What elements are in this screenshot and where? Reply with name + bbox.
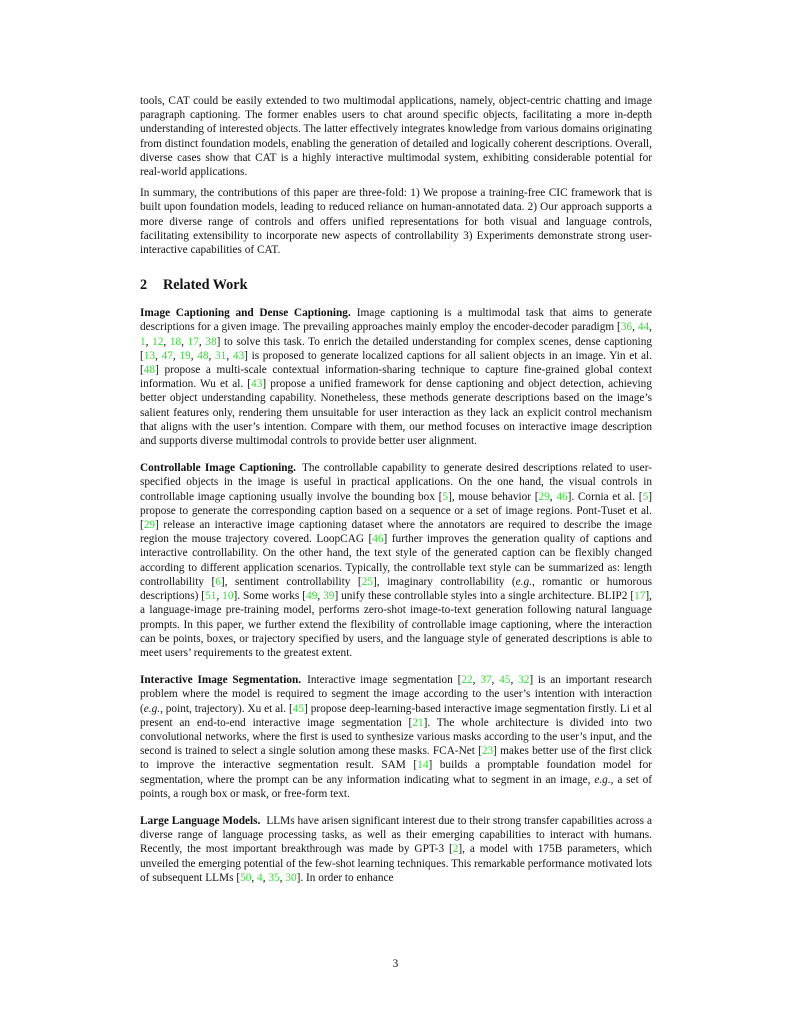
- text: ] propose deep-learning-based interactive image segmentation firstly. Li et al present an end-to-end interactive image segmentation [: [140, 702, 652, 729]
- citation-link[interactable]: 47: [161, 349, 173, 362]
- intro-paragraph-1: tools, CAT could be easily extended to two multimodal applications, namely, object-centric chatting and image paragraph captioning. The former enables users to chat around specific objects, facilitating a more in-depth understanding of interested objects. The latter effectively integrates knowledge from various domains originating from distinct foundation models, enabling the generation of detailed and logically coherent descriptions. Overall, diverse cases show that CAT is a highly interactive multimodal system, exhibiting considerable potential for real-world applications.: [140, 95, 652, 179]
- text: ] makes better use of the first click to improve the interactive segmentation result. SAM [: [140, 745, 653, 772]
- citation-link[interactable]: 17: [634, 590, 646, 603]
- citation-link[interactable]: 30: [285, 871, 297, 884]
- text: ]. The whole architecture is divided into two convolutional networks, where the first is used to synthesize various masks according to the user’s input, and the second is trained to select a single solution among these masks. FCA-Net [: [140, 716, 652, 758]
- text: e.g.: [143, 702, 161, 715]
- text: ] to solve this task. To enrich the detailed understanding for complex scenes, dense captioning [: [140, 335, 652, 362]
- text: Interactive image segmentation [: [307, 674, 462, 687]
- citation-link[interactable]: 2: [452, 843, 459, 856]
- citation-link[interactable]: 36: [620, 321, 633, 334]
- text: ], a model with 175B parameters, which unveiled the emerging potential of the few-shot learning techniques. This remarkable performance motivated lots of subsequent LLMs [: [140, 843, 652, 884]
- citation-link[interactable]: 45: [499, 674, 511, 687]
- text: Image captioning is a multimodal task that aims to generate descriptions for a given image. The prevailing approaches mainly employ the encoder-decoder paradigm [: [140, 307, 652, 334]
- text: , a set of points, a rough box or mask, or free-form text.: [140, 773, 652, 800]
- citation-link[interactable]: 1: [140, 335, 146, 348]
- captioning-paragraph: Image Captioning and Dense Captioning. Image captioning is a multimodal task that aims to generate descriptions for a given image. The prevailing approaches mainly employ the encoder-decoder paradigm [36, 44, 1, 12, 18, 17, 38] to solve this task. To enrich the detailed understanding for complex scenes, dense captioning [13, 47, 19, 48, 31, 43] is proposed to generate localized captions for all salient objects in an image. Yin et al. [48] propose a multi-scale contextual information-sharing technique to capture fine-grained global context information. Wu et al. [43] propose a unified framework for dense captioning and object detection, achieving better object understanding capability. Nonetheless, these methods generate descriptions based on the image’s salient features only, rendering them unsuitable for user interaction as they lack an explicit control mechanism that aligns with the user’s intention. Compare with them, our method focuses on interactive image description and supports diverse multimodal controls to provide better user alignment.: [140, 307, 653, 448]
- text: ] propose a unified framework for dense captioning and object detection, achieving better object understanding capability. Nonetheless, these methods generate descriptions based on the image’s salient features only, rendering them unsuitable for user interaction as they lack an explicit control mechanism that aligns with the user’s intention. Compare with them, our method focuses on interactive image description and supports diverse multimodal controls to provide better user alignment.: [140, 378, 652, 448]
- text: ]. Some works [: [233, 590, 307, 603]
- citation-link[interactable]: 37: [480, 674, 492, 687]
- citation-link[interactable]: 32: [518, 674, 530, 687]
- text: ] release an interactive image captioning dataset where the annotators are required to describe the image region the mouse trajectory covered. LoopCAG [: [140, 519, 652, 546]
- citation-link[interactable]: 17: [187, 335, 199, 348]
- citation-link[interactable]: 5: [642, 490, 649, 503]
- citation-link[interactable]: 13: [143, 349, 156, 362]
- text: ] further improves the generation quality of captions and interactive controllability. On the other hand, the text style of the generated caption can be flexibly changed according to different application scenarios. Typically, the controllable text style can be summarized as: length controllability [: [140, 533, 652, 588]
- text: ], mouse behavior [: [448, 490, 539, 503]
- citation-link[interactable]: 39: [323, 590, 335, 603]
- citation-link[interactable]: 51: [205, 590, 217, 603]
- citation-link[interactable]: 4: [257, 871, 263, 884]
- citation-link[interactable]: 48: [143, 364, 156, 377]
- llm-paragraph: Large Language Models. LLMs have arisen significant interest due to their strong transfer capabilities across a diverse range of language processing tasks, as well as their emerging capabilities to interact with humans. Recently, the most important breakthrough was made by GPT-3 [2], a model with 175B parameters, which unveiled the emerging potential of the few-shot learning techniques. This remarkable performance motivated lots of subsequent LLMs [50, 4, 35, 30]. In order to enhance: [140, 814, 652, 884]
- citation-link[interactable]: 49: [306, 590, 318, 603]
- section-heading: [140, 277, 652, 294]
- text: LLMs have arisen significant interest due to their strong transfer capabilities across a diverse range of language processing tasks, as well as their emerging capabilities to interact with humans. Recently, the most important breakthrough was made by GPT-3 [: [140, 814, 652, 856]
- paper-page: [140, 94, 652, 885]
- citation-link[interactable]: 12: [152, 335, 164, 348]
- text: ]. In order to enhance: [296, 871, 394, 884]
- citation-link[interactable]: 22: [461, 674, 473, 687]
- citation-link[interactable]: 46: [372, 533, 384, 546]
- text: e.g.: [594, 773, 611, 786]
- citation-link[interactable]: 50: [240, 871, 252, 884]
- citation-link[interactable]: 19: [179, 349, 191, 362]
- citation-link[interactable]: 5: [442, 490, 449, 503]
- citation-link[interactable]: 23: [481, 745, 494, 758]
- citation-link[interactable]: 10: [222, 590, 234, 603]
- citation-link[interactable]: 29: [538, 490, 550, 503]
- text: ]. Cornia et al. [: [567, 490, 643, 503]
- citation-link[interactable]: 43: [251, 378, 263, 391]
- citation-link[interactable]: 38: [205, 335, 217, 348]
- text: ] propose a multi-scale contextual information-sharing technique to capture fine-grained global context information. Wu et al. [: [140, 364, 652, 391]
- citation-link[interactable]: 35: [268, 871, 280, 884]
- citation-link[interactable]: 14: [417, 759, 429, 772]
- section-title: Related Work: [163, 277, 248, 294]
- controllable-heading: Controllable Image Captioning.: [140, 462, 297, 475]
- text: ] is proposed to generate localized captions for all salient objects in an image. Yin et al. [: [140, 349, 653, 377]
- intro-paragraph-2: In summary, the contributions of this paper are three-fold: 1) We propose a training-free CIC framework that is built upon foundation models, leading to reduced reliance on human-annotated data. 2) Our approach supports a more diverse range of controls and offers unified representations for both visual and language controls, facilitating extensibility to incorporate new aspects of controllability 3) Experiments demonstrate strong user-interactive capabilities of CAT.: [140, 187, 652, 257]
- llm-heading: Large Language Models.: [140, 814, 261, 827]
- text: The controllable capability to generate desired descriptions related to user-specified objects in the image is useful in practical applications. On the one hand, the visual controls in controllable image captioning usually involve the bounding box [: [140, 462, 652, 503]
- citation-link[interactable]: 43: [232, 349, 245, 362]
- text: ], imaginary controllability (: [372, 575, 516, 588]
- text: , romantic or humorous descriptions) [: [140, 575, 652, 603]
- citation-link[interactable]: 25: [361, 575, 373, 588]
- text: ], sentiment controllability [: [220, 575, 362, 588]
- section-number: 2: [140, 277, 148, 294]
- text: ] is an important research problem where the model is required to segment the image according to the user’s intention with interaction (: [140, 674, 652, 715]
- citation-link[interactable]: 29: [143, 519, 156, 532]
- citation-link[interactable]: 45: [292, 702, 305, 715]
- page-number: 3: [392, 958, 399, 970]
- citation-link[interactable]: 46: [556, 490, 568, 503]
- citation-link[interactable]: 44: [637, 321, 650, 334]
- controllable-paragraph: Controllable Image Captioning. The controllable capability to generate desired descriptions related to user-specified objects in the image is useful in practical applications. On the one hand, the visual controls in controllable image captioning usually involve the bounding box [5], mouse behavior [29, 46]. Cornia et al. [5] propose to generate the corresponding caption based on a sequence or a set of image regions. Pont-Tuset et al. [29] release an interactive image captioning dataset where the annotators are required to describe the image region the mouse trajectory covered. LoopCAG [46] further improves the generation quality of captions and interactive controllability. On the other hand, the text style of the generated caption can be flexibly changed according to different application scenarios. Typically, the controllable text style can be summarized as: length controllability [6], sentiment controllability [25], imaginary controllability (e.g., romantic or humorous descriptions) [51, 10]. Some works [49, 39] unify these controllable styles into a single architecture. BLIP2 [17], a language-image pre-training model, performs zero-shot image-to-text generation following natural language prompts. In this paper, we further extend the flexibility of controllable image captioning, where the interaction can be points, boxes, or trajectory specified by users, and the language style of generated descriptions is able to meet users’ requirements to the greatest extent.: [140, 462, 653, 659]
- citation-link[interactable]: 21: [412, 716, 424, 729]
- text: ] propose to generate the corresponding caption based on a sequence or a set of image regions. Pont-Tuset et al. [: [140, 490, 652, 532]
- citation-link[interactable]: 6: [215, 575, 221, 588]
- segmentation-paragraph: Interactive Image Segmentation. Interactive image segmentation [22, 37, 45, 32] is an important research problem where the model is required to segment the image according to the user’s intention with interaction (e.g., point, trajectory). Xu et al. [45] propose deep-learning-based interactive image segmentation firstly. Li et al present an end-to-end interactive image segmentation [21]. The whole architecture is divided into two convolutional networks, where the first is used to synthesize various masks according to the user’s input, and the second is trained to select a single solution among these masks. FCA-Net [23] makes better use of the first click to improve the interactive segmentation result. SAM [14] builds a promptable foundation model for segmentation, where the prompt can be any information indicating what to segment in an image, e.g., a set of points, a rough box or mask, or free-form text.: [140, 674, 653, 800]
- text: ] builds a promptable foundation model for segmentation, where the prompt can be any information indicating what to segment in an image,: [140, 759, 652, 786]
- text: ], a language-image pre-training model, performs zero-shot image-to-text generation following natural language prompts. In this paper, we further extend the flexibility of controllable image captioning, where the interaction can be points, boxes, or trajectory specified by users, and the language style of generated descriptions is able to meet users’ requirements to the greatest extent.: [140, 590, 653, 659]
- text: , point, trajectory). Xu et al. [: [160, 702, 293, 715]
- segmentation-heading: Interactive Image Segmentation.: [140, 674, 302, 687]
- citation-link[interactable]: 31: [215, 349, 227, 362]
- text: e.g.: [515, 575, 532, 588]
- captioning-heading: Image Captioning and Dense Captioning.: [140, 307, 351, 320]
- text: ] unify these controllable styles into a single architecture. BLIP2 [: [334, 590, 635, 603]
- citation-link[interactable]: 48: [197, 349, 209, 362]
- citation-link[interactable]: 18: [169, 335, 182, 348]
